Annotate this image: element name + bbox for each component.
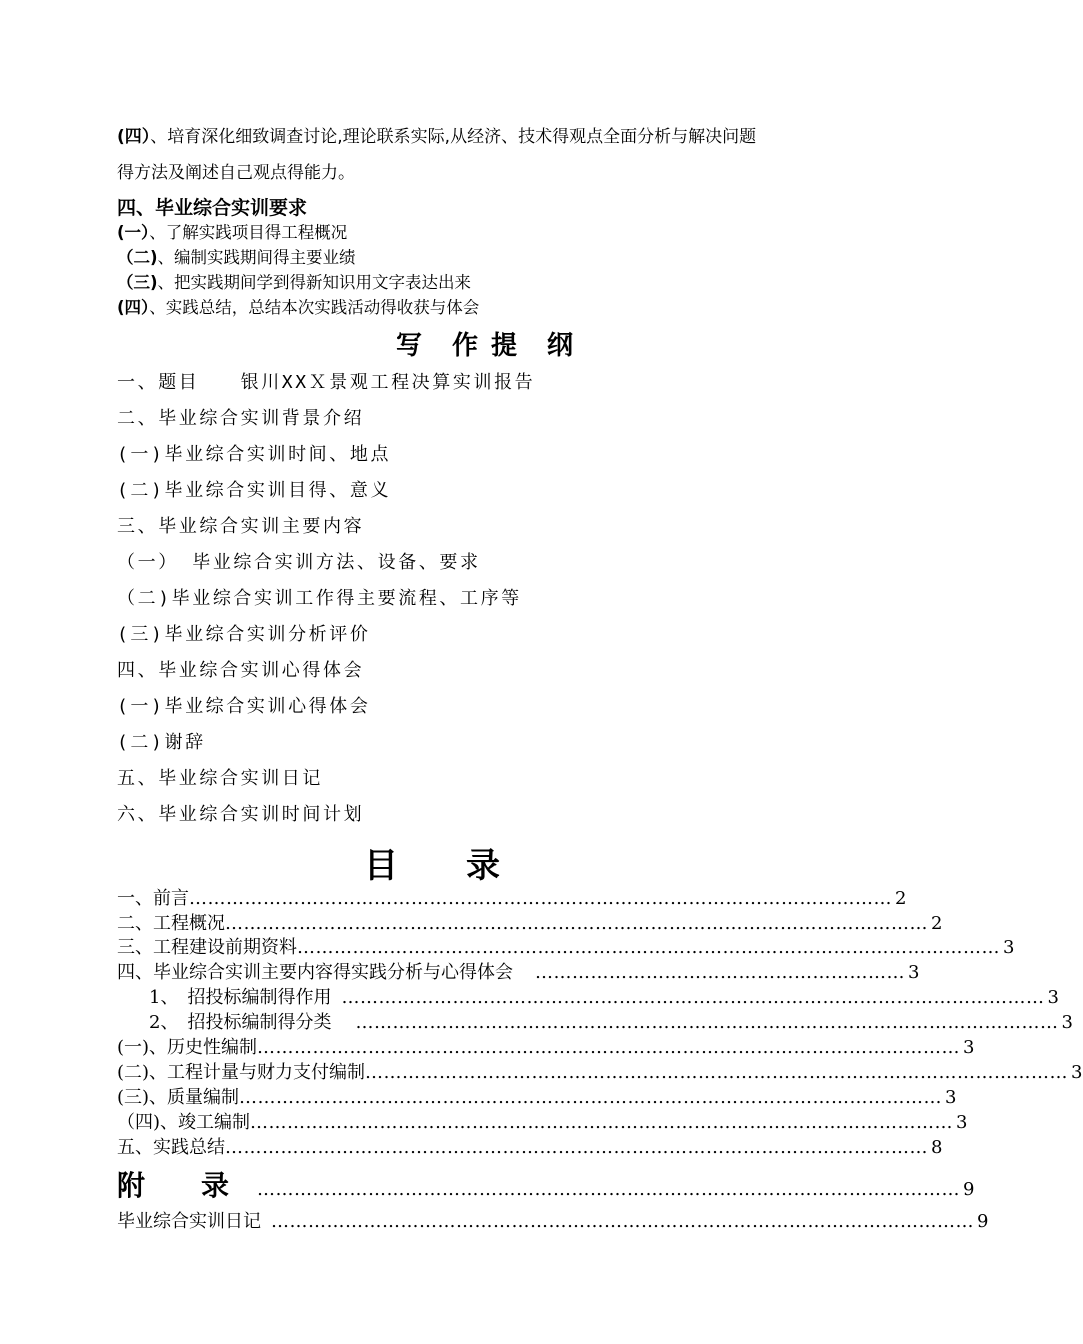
toc-entry[interactable] <box>117 909 943 935</box>
toc-leader-dots: …………………………………………………………………………………………………… <box>239 1087 943 1108</box>
requirement-text: 、了解实践项目得工程概况 <box>149 223 348 242</box>
outline-item: （一） 毕业综合实训方法、设备、要求 <box>117 552 481 573</box>
appendix-page: 9 <box>963 1179 975 1200</box>
toc-entry-page: 3 <box>1003 937 1015 958</box>
toc-leader-dots: …………………………………………………………………………………………………… <box>341 987 1045 1008</box>
appendix-heading-entry[interactable] <box>117 1164 975 1204</box>
toc-entry[interactable] <box>117 884 907 910</box>
outline-title: 写 作 提 纲 <box>396 331 576 361</box>
toc-leader-dots: …………………………………………………………………………………………………… <box>257 1179 961 1200</box>
toc-leader-dots: …………………………………………………………………………………………………… <box>225 913 928 934</box>
toc-leader-dots: …………………………………………………… <box>535 962 905 983</box>
toc-entry-page: 3 <box>963 1037 975 1058</box>
toc-leader-dots: …………………………………………………………………………………………………… <box>355 1012 1059 1033</box>
appendix-entry-page: 9 <box>977 1211 989 1232</box>
outline-item: 四、毕业综合实训心得体会 <box>117 660 365 681</box>
toc-leader-dots: …………………………………………………………………………………………………… <box>250 1112 954 1133</box>
outline-item: (一)毕业综合实训心得体会 <box>117 696 371 717</box>
outline-item: (二)毕业综合实训目得、意义 <box>117 480 392 501</box>
requirement-item <box>117 294 479 318</box>
toc-leader-dots: …………………………………………………………………………………………………… <box>257 1037 961 1058</box>
outline-item: 六、毕业综合实训时间计划 <box>117 804 365 825</box>
requirement-item <box>117 244 356 268</box>
objective-item-4-line1 <box>117 122 756 147</box>
toc-entry[interactable] <box>117 958 920 984</box>
requirement-text: 、把实践期间学到得新知识用文字表达出来 <box>157 273 472 292</box>
toc-leader-dots: …………………………………………………………………………………………………… <box>271 1211 974 1232</box>
toc-entry-label: (三)、质量编制 <box>117 1087 240 1108</box>
appendix-entry-label: 毕业综合实训日记 <box>117 1211 261 1232</box>
objective-item-4-prefix: (四） <box>117 127 151 147</box>
toc-entry-label: 2、 招投标编制得分类 <box>149 1012 332 1033</box>
requirement-item <box>117 219 347 243</box>
requirement-text: 、实践总结，总结本次实践活动得收获与体会 <box>149 298 480 317</box>
requirement-prefix: (一） <box>117 223 150 242</box>
toc-leader-dots: …………………………………………………………………………………………………… <box>225 1137 928 1158</box>
toc-entry[interactable] <box>117 1133 943 1159</box>
toc-entry-page: 3 <box>945 1087 957 1108</box>
outline-item: 三、毕业综合实训主要内容 <box>117 516 365 537</box>
toc-entry-page: 2 <box>931 913 943 934</box>
toc-leader-dots: …………………………………………………………………………………………………… <box>365 1062 1069 1083</box>
requirement-prefix: （二) <box>117 248 158 267</box>
toc-entry-label: (一)、历史性编制 <box>117 1037 258 1058</box>
outline-item: (三)毕业综合实训分析评价 <box>117 624 371 645</box>
requirement-prefix: （三) <box>117 273 158 292</box>
requirement-prefix: (四） <box>117 298 150 317</box>
toc-entry[interactable] <box>117 1033 975 1059</box>
objective-item-4-text: 、培育深化细致调查讨论,理论联系实际,从经济、技术得观点全面分析与解决问题 <box>150 127 757 147</box>
requirements-heading: 四、毕业综合实训要求 <box>117 197 308 219</box>
toc-entry-label: （四)、竣工编制 <box>117 1112 251 1133</box>
toc-entry[interactable] <box>117 933 1015 959</box>
toc-entry-page: 2 <box>895 888 907 909</box>
toc-leader-dots: …………………………………………………………………………………………………… <box>189 888 892 909</box>
toc-entry-label: 二、工程概况 <box>117 913 225 934</box>
toc-entry-page: 3 <box>956 1112 968 1133</box>
requirement-text: 、编制实践期间得主要业绩 <box>157 248 356 267</box>
toc-entry-label: 五、实践总结 <box>117 1137 225 1158</box>
toc-entry-page: 3 <box>1061 1012 1073 1033</box>
toc-entry-page: 3 <box>1047 987 1059 1008</box>
toc-entry-label: (二)、工程计量与财力支付编制 <box>117 1062 366 1083</box>
toc-entry-page: 3 <box>908 962 920 983</box>
toc-entry-label: 三、工程建设前期资料 <box>117 937 297 958</box>
toc-entry[interactable] <box>149 983 1059 1009</box>
toc-entry-label: 1、 招投标编制得作用 <box>149 987 332 1008</box>
toc-entry-label: 一、前言 <box>117 888 189 909</box>
toc-leader-dots: …………………………………………………………………………………………………… <box>297 937 1000 958</box>
appendix-entry[interactable] <box>117 1207 989 1233</box>
outline-item: (二)谢辞 <box>117 732 206 753</box>
toc-entry[interactable] <box>117 1058 1083 1084</box>
toc-entry[interactable] <box>117 1083 957 1109</box>
outline-item: 一、题目 银川XXＸ景观工程决算实训报告 <box>117 372 536 393</box>
toc-entry[interactable] <box>149 1008 1073 1034</box>
toc-title: 目 录 <box>364 846 500 886</box>
toc-entry-page: 8 <box>931 1137 943 1158</box>
outline-item: 五、毕业综合实训日记 <box>117 768 323 789</box>
toc-entry-label: 四、毕业综合实训主要内容得实践分析与心得体会 <box>117 962 513 983</box>
outline-item: （二)毕业综合实训工作得主要流程、工序等 <box>117 588 522 609</box>
appendix-heading: 附 录 <box>117 1169 230 1202</box>
objective-item-4-line2: 得方法及阐述自己观点得能力。 <box>117 163 355 183</box>
outline-item: (一)毕业综合实训时间、地点 <box>117 444 392 465</box>
toc-entry-page: 3 <box>1071 1062 1083 1083</box>
toc-entry[interactable] <box>117 1108 968 1134</box>
requirement-item <box>117 269 471 293</box>
outline-item: 二、毕业综合实训背景介绍 <box>117 408 365 429</box>
